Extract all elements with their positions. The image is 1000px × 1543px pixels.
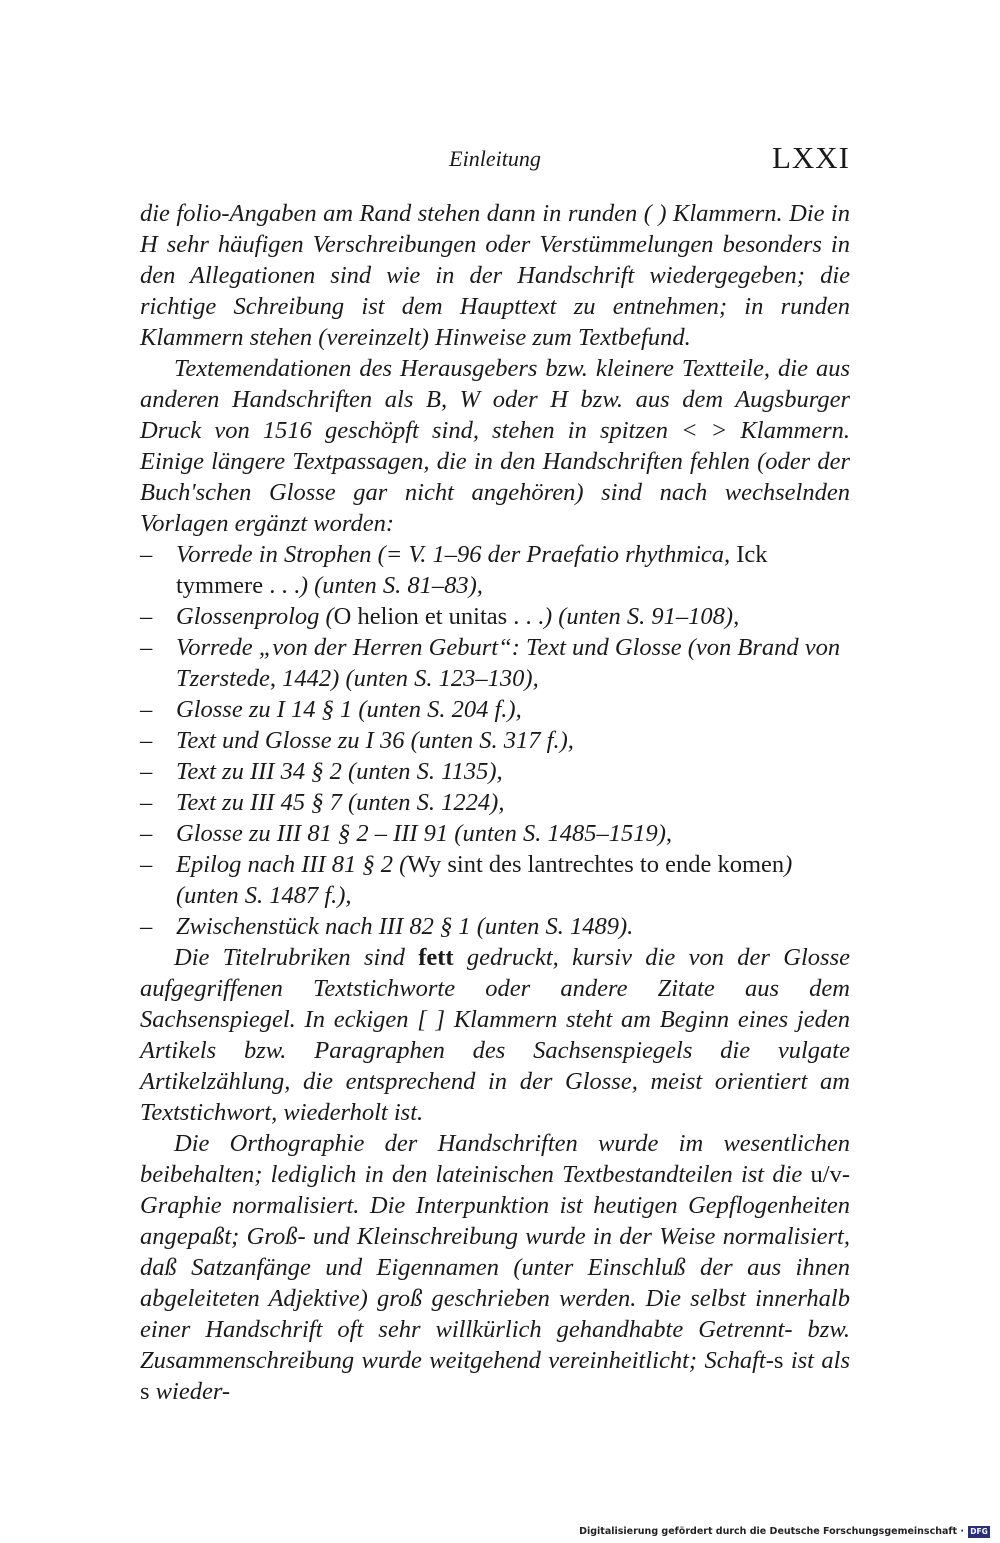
list-item: – Zwischenstück nach III 82 § 1 (unten S. 1489). xyxy=(140,913,634,940)
list-item: – Epilog nach III 81 § 2 (Wy sint des lantrechtes to ende komen) (unten S. 1487 f.), xyxy=(140,851,793,909)
list-item: – Glossenprolog (O helion et unitas . . .) (unten S. 91–108), xyxy=(140,603,740,630)
footer-credit: Digitalisierung gefördert durch die Deutsche Forschungsgemeinschaft · xyxy=(579,1526,964,1537)
list-item: – Text zu III 45 § 7 (unten S. 1224), xyxy=(140,789,505,816)
paragraph-text: Textemendationen des Herausgebers bzw. kleinere Textteile, die aus anderen Handschriften als B, W oder H bzw. aus dem Augsburger Druck von 1516 geschöpft sind, stehen in spitzen < > Klammern. Einige längere Textpassagen, die in den Handschriften fehlen (oder der Buch'schen Glosse gar nicht angehören) sind nach wechselnden Vorlagen ergänzt worden: xyxy=(140,355,850,537)
list-item: – Glosse zu I 14 § 1 (unten S. 204 f.), xyxy=(140,696,522,723)
list-item: – Vorrede in Strophen (= V. 1–96 der Praefatio rhythmica, Ick tymmere . . .) (unten S. 81–83), xyxy=(140,541,768,599)
list-item: – Text zu III 34 § 2 (unten S. 1135), xyxy=(140,758,503,785)
list-item: – Vorrede „von der Herren Geburt“: Text und Glosse (von Brand von Tzerstede, 1442) (unten S. 123–130), xyxy=(140,634,841,692)
page-number: LXXI xyxy=(771,140,850,175)
running-head: Einleitung xyxy=(449,146,541,171)
paragraph-folio-note xyxy=(140,198,850,353)
paragraph-orthography: Die Orthographie der Handschriften wurde im wesentlichen beibehalten; lediglich in den lateinischen Textbestandteilen ist die u/v-Graphie normalisiert. Die Interpunktion ist heutigen Gepflogenheiten angepaßt; Groß- und Kleinschreibung wurde in der Weise normalisiert, daß Satzanfänge und Eigennamen (unter Einschluß der aus ihnen abgeleiteten Adjektive) groß geschrieben werden. Die selbst innerhalb einer Handschrift oft sehr willkürlich gehandhabte Getrennt- bzw. Zusammenschreibung wurde weitgehend vereinheitlicht; Schaft-s ist als s wieder- xyxy=(140,1130,850,1405)
list-dash: – xyxy=(140,541,153,568)
list-item: – Text und Glosse zu I 36 (unten S. 317 f.), xyxy=(140,727,574,754)
list-item: – Glosse zu III 81 § 2 – III 91 (unten S. 1485–1519), xyxy=(140,820,673,847)
digitization-footer xyxy=(579,1526,990,1540)
list-dash: – xyxy=(140,603,153,630)
dfg-logo: DFG xyxy=(968,1526,990,1538)
list-dash: – xyxy=(140,634,153,661)
paragraph-typography: Die Titelrubriken sind fett gedruckt, kursiv die von der Glosse aufgegriffenen Textstichworte oder andere Zitate aus dem Sachsenspiegel. In eckigen [ ] Klammern steht am Beginn eines jeden Artikels bzw. Paragraphen des Sachsenspiegels die vulgate Artikelzählung, die entsprechend in der Glosse, meist orientiert am Textstichwort, wiederholt ist. xyxy=(140,944,850,1126)
bold-word: fett xyxy=(418,944,454,971)
list-dash: – xyxy=(140,851,153,878)
paragraph-text: die folio-Angaben am Rand stehen dann in runden ( ) Klammern. Die in H sehr häufigen Verschreibungen oder Verstümmelungen besonders in den Allegationen sind wie in der Handschrift wiedergegeben; die richtige Schreibung ist dem Haupttext zu entnehmen; in runden Klammern stehen (vereinzelt) Hinweise zum Textbefund. xyxy=(140,200,850,351)
list-dash: – xyxy=(140,913,153,940)
list-dash: – xyxy=(140,727,153,754)
page-header xyxy=(140,140,850,180)
supplement-list xyxy=(140,539,850,942)
page-body xyxy=(140,198,850,1407)
list-dash: – xyxy=(140,758,153,785)
list-dash: – xyxy=(140,820,153,847)
paragraph-emendations xyxy=(140,353,850,539)
list-dash: – xyxy=(140,696,153,723)
list-dash: – xyxy=(140,789,153,816)
